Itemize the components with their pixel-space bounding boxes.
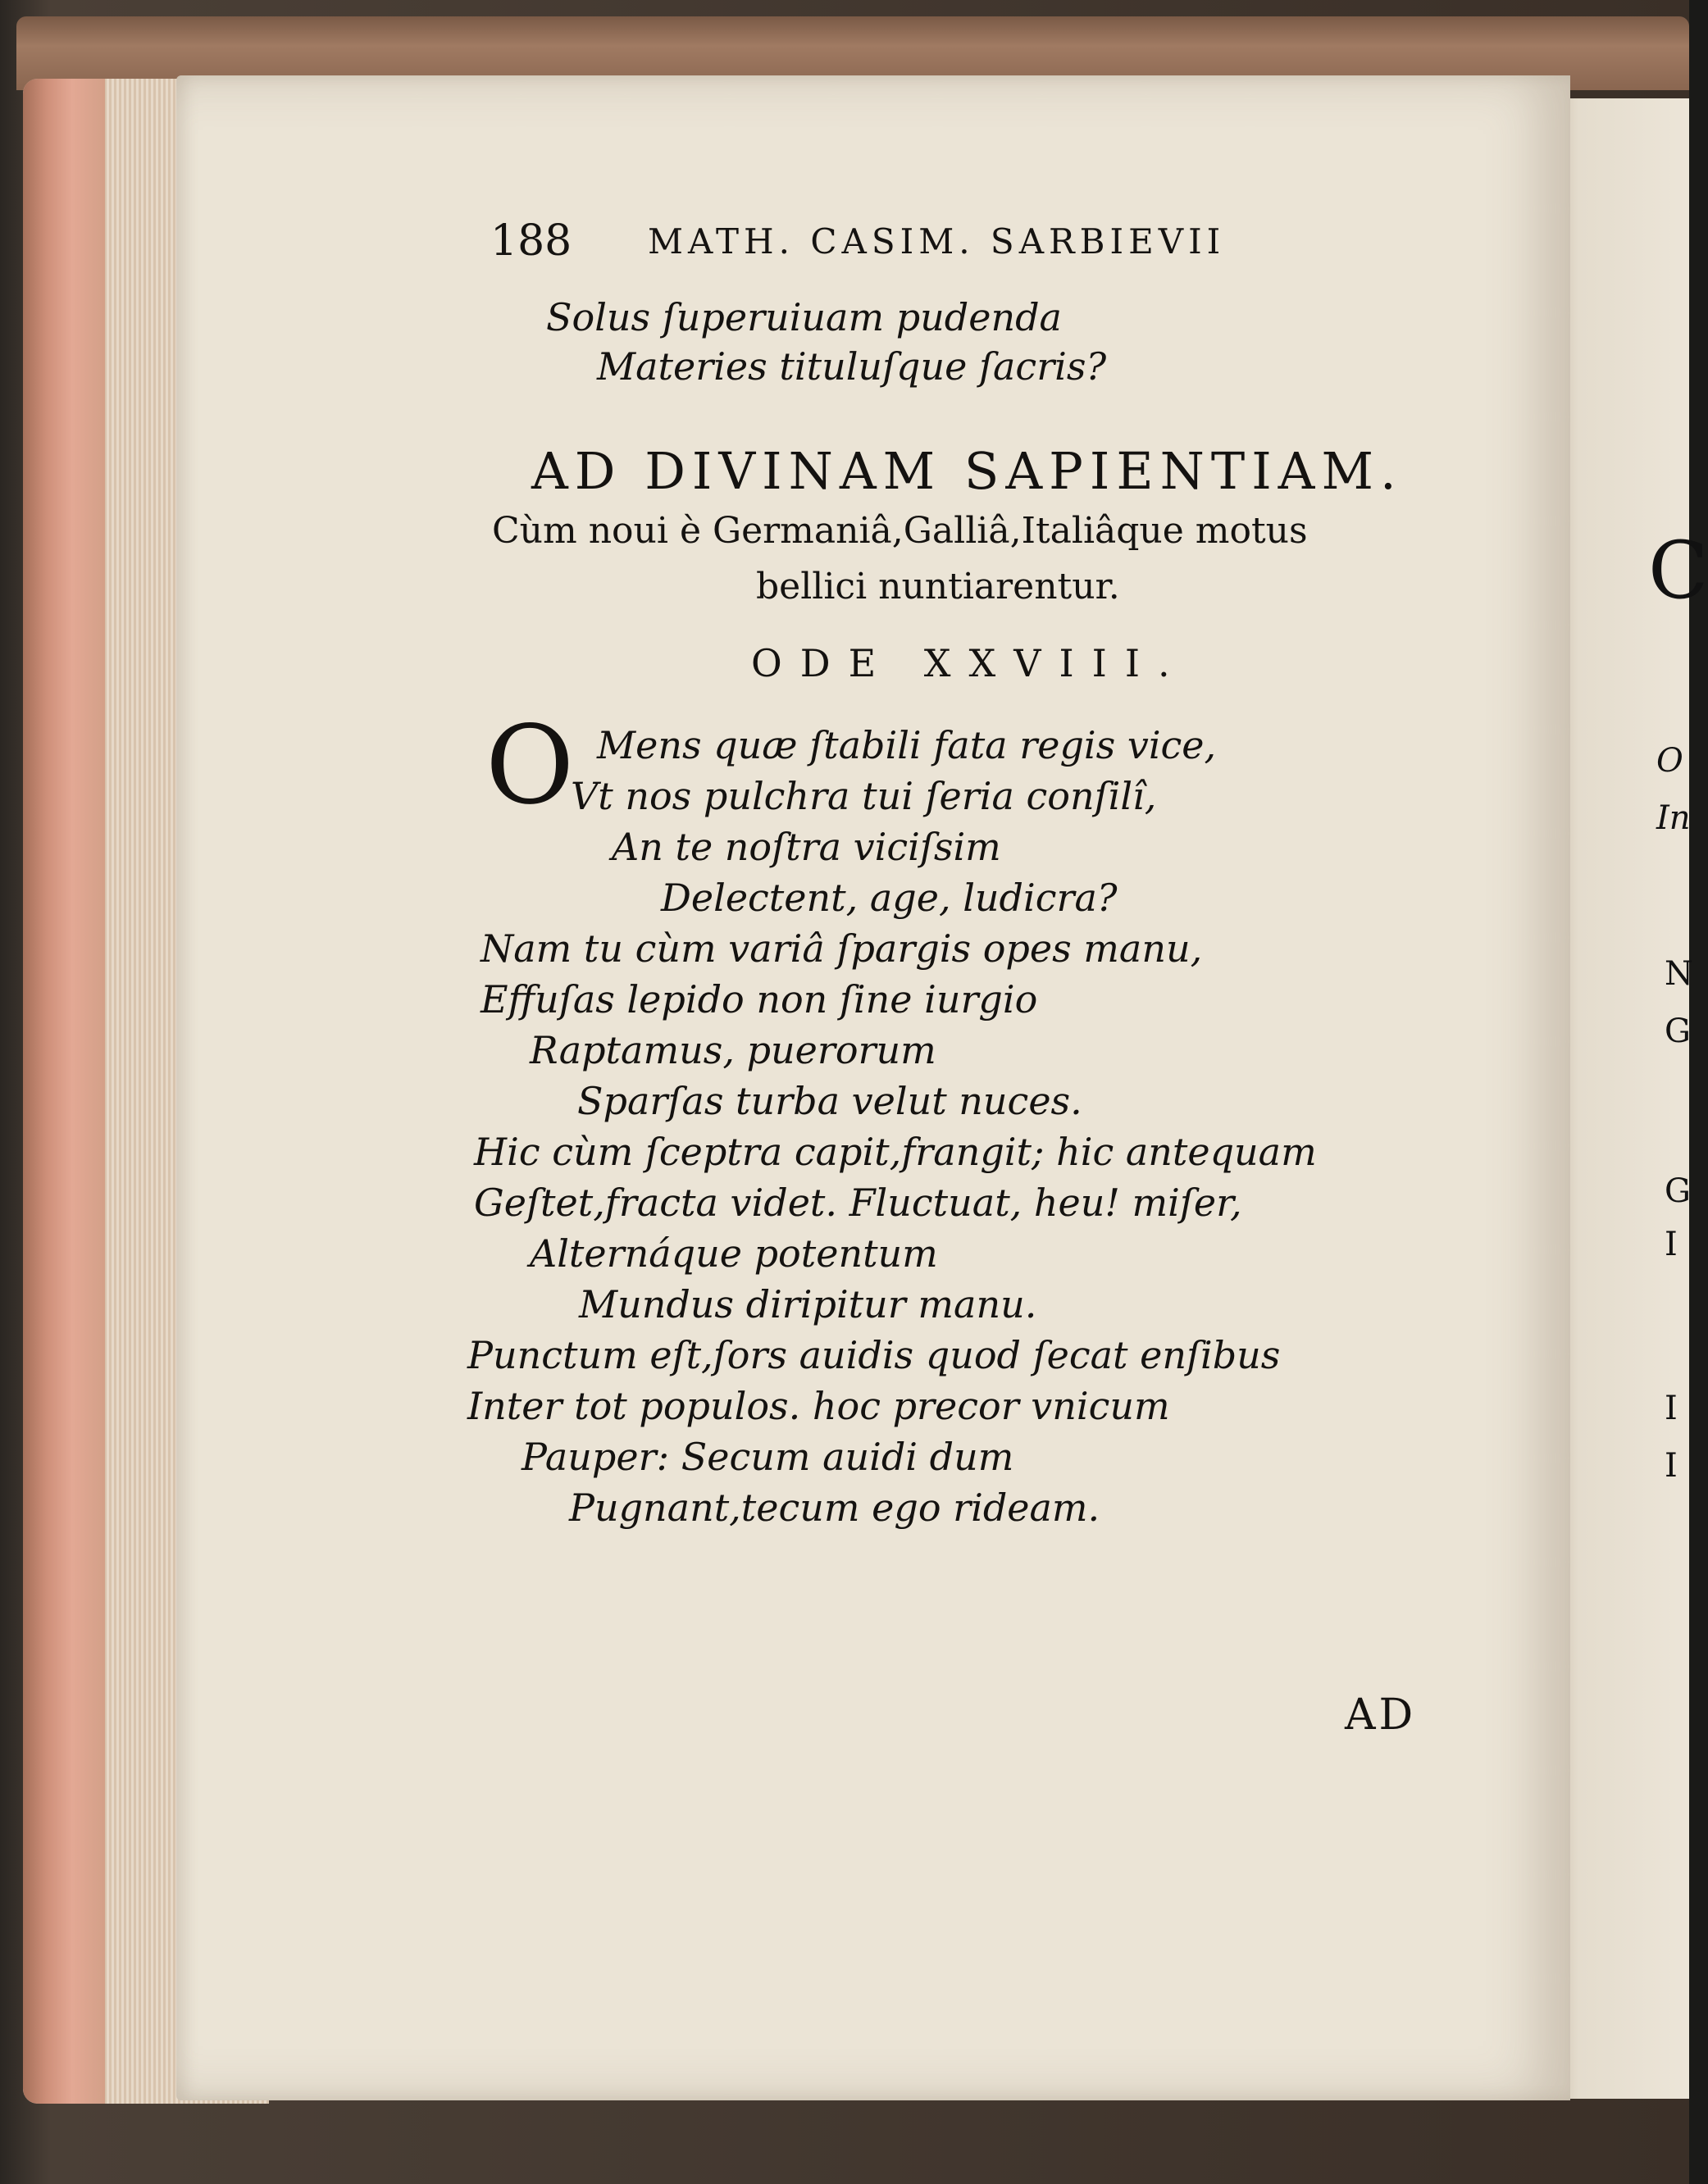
facing-page-fragment: C <box>1648 525 1708 617</box>
poem-line: Mens quæ ſtabili fata regis vice, <box>597 723 1217 767</box>
facing-page-fragment: In <box>1656 799 1691 837</box>
poem-line: An te noſtra viciſsim <box>612 825 1001 869</box>
poem-line: Mundus diripitur manu. <box>579 1282 1037 1326</box>
facing-page-fragment: O <box>1656 742 1683 780</box>
running-head: MATH. CASIM. SARBIEVII <box>648 221 1226 262</box>
poem-line: Inter tot populos. hoc precor vnicum <box>467 1384 1170 1428</box>
poem-line: Punctum eſt,ſors auidis quod ſecat enſibus <box>467 1333 1281 1377</box>
facing-page-fragment: I <box>1665 1390 1678 1427</box>
poem-line: Nam tu cùm variâ ſpargis opes manu, <box>481 926 1203 971</box>
facing-page-fragment: G <box>1665 1172 1691 1210</box>
page-number: 188 <box>490 216 572 266</box>
drop-cap: O <box>485 703 575 829</box>
poem-line: Sparſas turba velut nuces. <box>577 1079 1082 1123</box>
poem-line: Effuſas lepido non ſine iurgio <box>481 977 1038 1021</box>
catchword: AD <box>1345 1690 1417 1740</box>
poem-line: Pugnant,tecum ego rideam. <box>569 1486 1100 1530</box>
poem-line: Alternáque potentum <box>530 1231 938 1276</box>
facing-page-fragment: N <box>1665 955 1693 993</box>
poem-line: Vt nos pulchra tui ſeria conſilî, <box>571 774 1157 818</box>
poem-line: Raptamus, puerorum <box>530 1028 936 1072</box>
page-edges-red-tint <box>23 79 105 2104</box>
poem-line: Pauper: Secum auidi dum <box>522 1435 1014 1479</box>
poem-line: Geſtet,fracta videt. Fluctuat, heu! miſer, <box>474 1181 1242 1225</box>
poem-line: Delectent, age, ludicra? <box>661 876 1118 920</box>
ode-number: ODE XXVIII. <box>751 641 1188 685</box>
continuation-line: Materies tituluſque ſacris? <box>597 344 1107 389</box>
facing-page-fragment: G <box>1665 1012 1691 1050</box>
poem-title: AD DIVINAM SAPIENTIAM. <box>531 441 1403 501</box>
poem-subtitle-line: bellici nuntiarentur. <box>756 566 1120 607</box>
continuation-line: Solus ſuperuiuam pudenda <box>546 295 1062 339</box>
poem-subtitle-line: Cùm noui è Germaniâ,Galliâ,Italiâque motus <box>492 510 1308 552</box>
poem-line: Hic cùm ſceptra capit,frangit; hic antequam <box>474 1130 1317 1174</box>
facing-page-fragment: I <box>1665 1447 1678 1485</box>
facing-page-fragment: I <box>1665 1226 1678 1263</box>
